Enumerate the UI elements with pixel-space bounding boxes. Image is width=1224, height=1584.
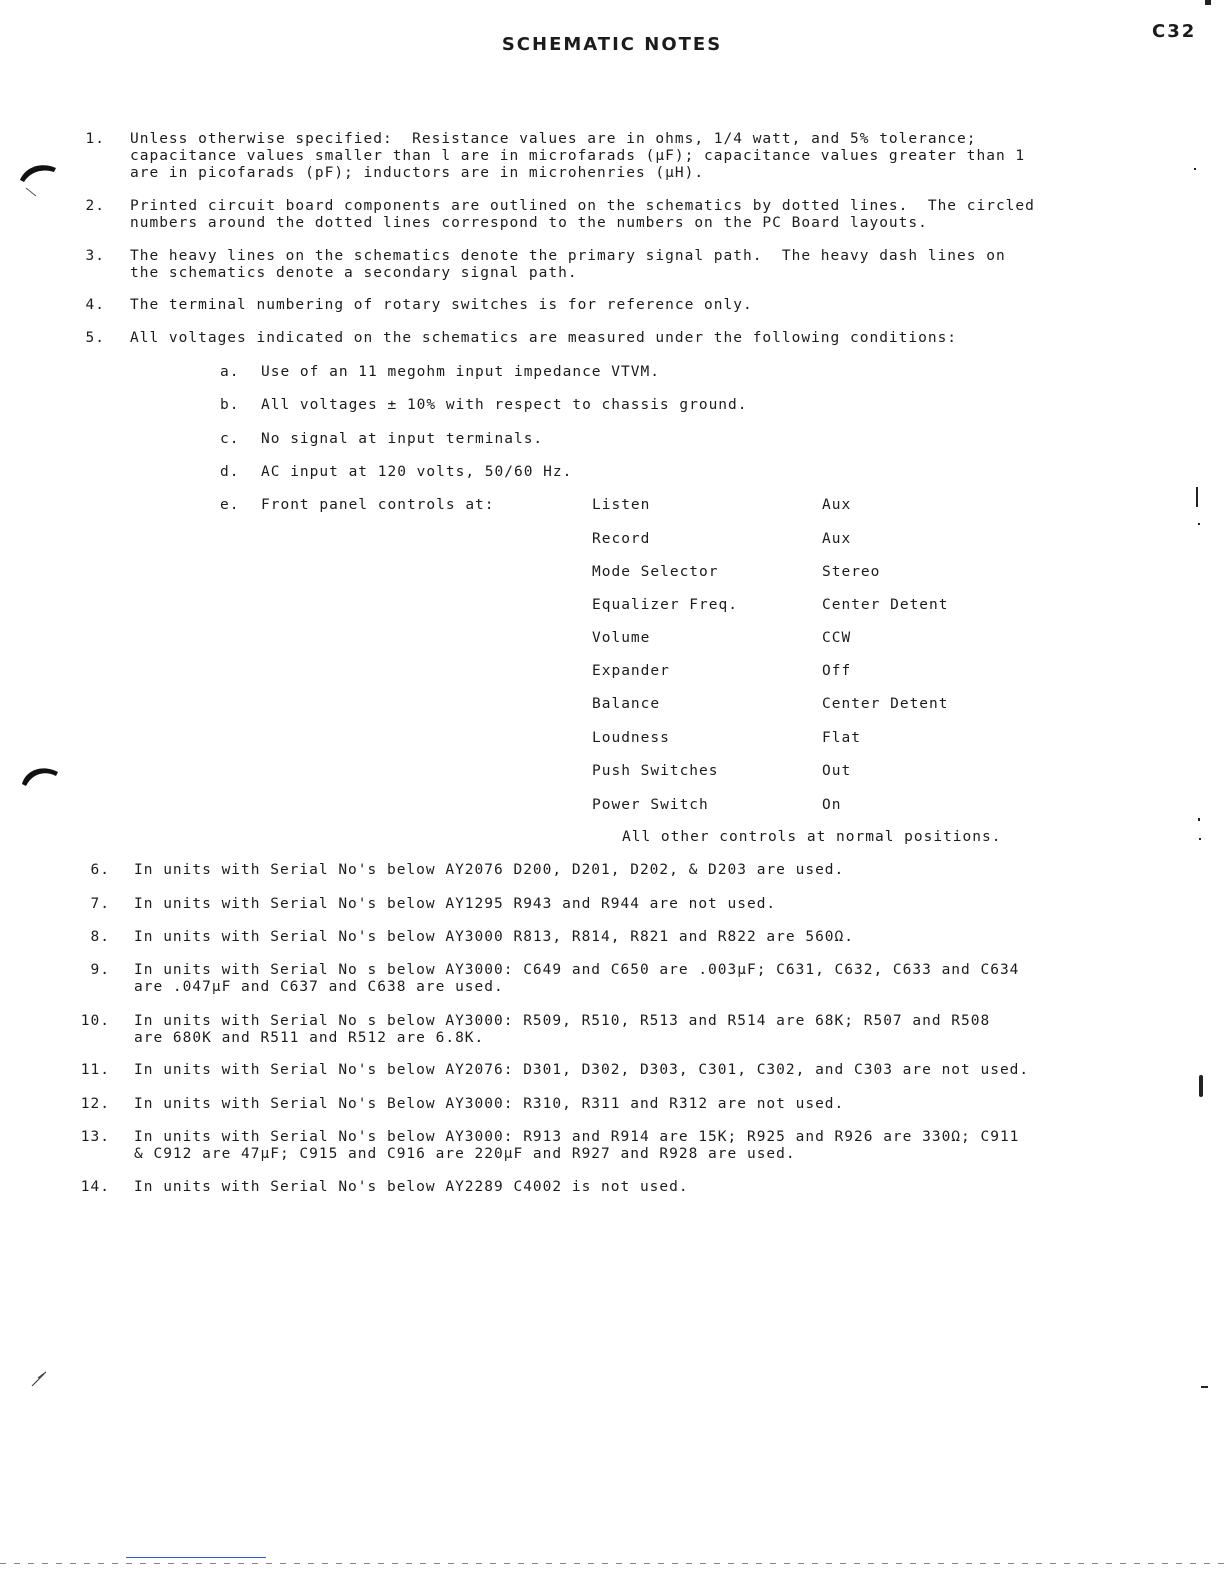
condition-text: Front panel controls at: (261, 497, 495, 513)
condition-letter: c. (220, 431, 240, 447)
note-number: 8. (90, 929, 110, 945)
note-line: In units with Serial No s below AY3000: R509, R510, R513 and R514 are 68K; R507 and R508 (134, 1013, 991, 1029)
note-number: 6. (90, 862, 110, 878)
note-number: 10. (80, 1013, 110, 1029)
control-name: Equalizer Freq. (592, 597, 738, 613)
control-name: Power Switch (592, 797, 709, 813)
note-line: are in picofarads (pF); inductors are in microhenries (µH). (130, 165, 705, 181)
binder-hole-mark-top (16, 158, 60, 198)
scan-speck-mark (28, 1368, 50, 1390)
scan-speck (1199, 1075, 1203, 1097)
control-value: Out (822, 763, 852, 779)
control-name: Expander (592, 663, 670, 679)
control-value: Center Detent (822, 696, 949, 712)
note-number: 1. (85, 131, 105, 147)
control-name: Listen (592, 497, 651, 513)
control-value: Aux (822, 497, 852, 513)
note-line: All voltages indicated on the schematics are measured under the following conditions: (130, 330, 958, 346)
note-number: 12. (80, 1096, 110, 1112)
note-line: In units with Serial No's below AY1295 R943 and R944 are not used. (134, 896, 777, 912)
note-line: are .047µF and C637 and C638 are used. (134, 979, 504, 995)
condition-letter: a. (220, 364, 240, 380)
note-line: In units with Serial No's below AY2076 D200, D201, D202, & D203 are used. (134, 862, 845, 878)
note-number: 14. (80, 1179, 110, 1195)
condition-letter: b. (220, 397, 240, 413)
control-name: Mode Selector (592, 564, 719, 580)
control-name: Push Switches (592, 763, 719, 779)
note-line: The terminal numbering of rotary switches is for reference only. (130, 297, 753, 313)
control-value: On (822, 797, 842, 813)
scan-speck (1198, 818, 1200, 821)
note-line: Printed circuit board components are outlined on the schematics by dotted lines. The circled (130, 198, 1035, 214)
control-value: Center Detent (822, 597, 949, 613)
control-value: Off (822, 663, 852, 679)
condition-letter: e. (220, 497, 240, 513)
controls-footer: All other controls at normal positions. (622, 829, 1002, 845)
note-number: 3. (85, 248, 105, 264)
note-number: 11. (80, 1062, 110, 1078)
condition-letter: d. (220, 464, 240, 480)
control-name: Record (592, 531, 651, 547)
note-number: 13. (80, 1129, 110, 1145)
note-line: The heavy lines on the schematics denote the primary signal path. The heavy dash lines on (130, 248, 1006, 264)
scan-speck (1199, 838, 1201, 840)
condition-text: All voltages ± 10% with respect to chassis ground. (261, 397, 748, 413)
note-line: & C912 are 47µF; C915 and C916 are 220µF and R927 and R928 are used. (134, 1146, 796, 1162)
note-number: 4. (85, 297, 105, 313)
control-value: Stereo (822, 564, 881, 580)
control-name: Volume (592, 630, 651, 646)
note-number: 9. (90, 962, 110, 978)
note-line: numbers around the dotted lines correspond to the numbers on the PC Board layouts. (130, 215, 928, 231)
note-line: Unless otherwise specified: Resistance values are in ohms, 1/4 watt, and 5% tolerance; (130, 131, 977, 147)
note-line: are 680K and R511 and R512 are 6.8K. (134, 1030, 485, 1046)
scan-speck (1196, 487, 1198, 507)
control-name: Loudness (592, 730, 670, 746)
scan-speck (1205, 0, 1211, 5)
binder-hole-mark-bottom (18, 760, 62, 796)
condition-text: No signal at input terminals. (261, 431, 544, 447)
note-line: In units with Serial No's below AY2076: D301, D302, D303, C301, C302, and C303 are not used. (134, 1062, 1030, 1078)
condition-text: Use of an 11 megohm input impedance VTVM. (261, 364, 660, 380)
page-number: C32 (1152, 21, 1197, 42)
scan-speck (1194, 168, 1196, 170)
scan-edge-line (126, 1557, 266, 1558)
control-value: Aux (822, 531, 852, 547)
condition-text: AC input at 120 volts, 50/60 Hz. (261, 464, 573, 480)
note-line: In units with Serial No's below AY3000 R813, R814, R821 and R822 are 560Ω. (134, 929, 855, 945)
control-value: CCW (822, 630, 852, 646)
page-title: SCHEMATIC NOTES (501, 34, 723, 55)
scan-speck (1198, 523, 1200, 525)
control-name: Balance (592, 696, 661, 712)
note-line: In units with Serial No's below AY3000: R913 and R914 are 15K; R925 and R926 are 330Ω; C911 (134, 1129, 1020, 1145)
scan-edge-line (0, 1563, 1224, 1564)
note-number: 2. (85, 198, 105, 214)
note-line: In units with Serial No's below AY2289 C4002 is not used. (134, 1179, 689, 1195)
control-value: Flat (822, 730, 861, 746)
note-line: capacitance values smaller than l are in microfarads (µF); capacitance values greater than 1 (130, 148, 1026, 164)
note-line: In units with Serial No s below AY3000: C649 and C650 are .003µF; C631, C632, C633 and C634 (134, 962, 1020, 978)
note-line: In units with Serial No's Below AY3000: R310, R311 and R312 are not used. (134, 1096, 845, 1112)
note-number: 7. (90, 896, 110, 912)
note-line: the schematics denote a secondary signal path. (130, 265, 578, 281)
scan-speck (1201, 1386, 1208, 1388)
note-number: 5. (85, 330, 105, 346)
